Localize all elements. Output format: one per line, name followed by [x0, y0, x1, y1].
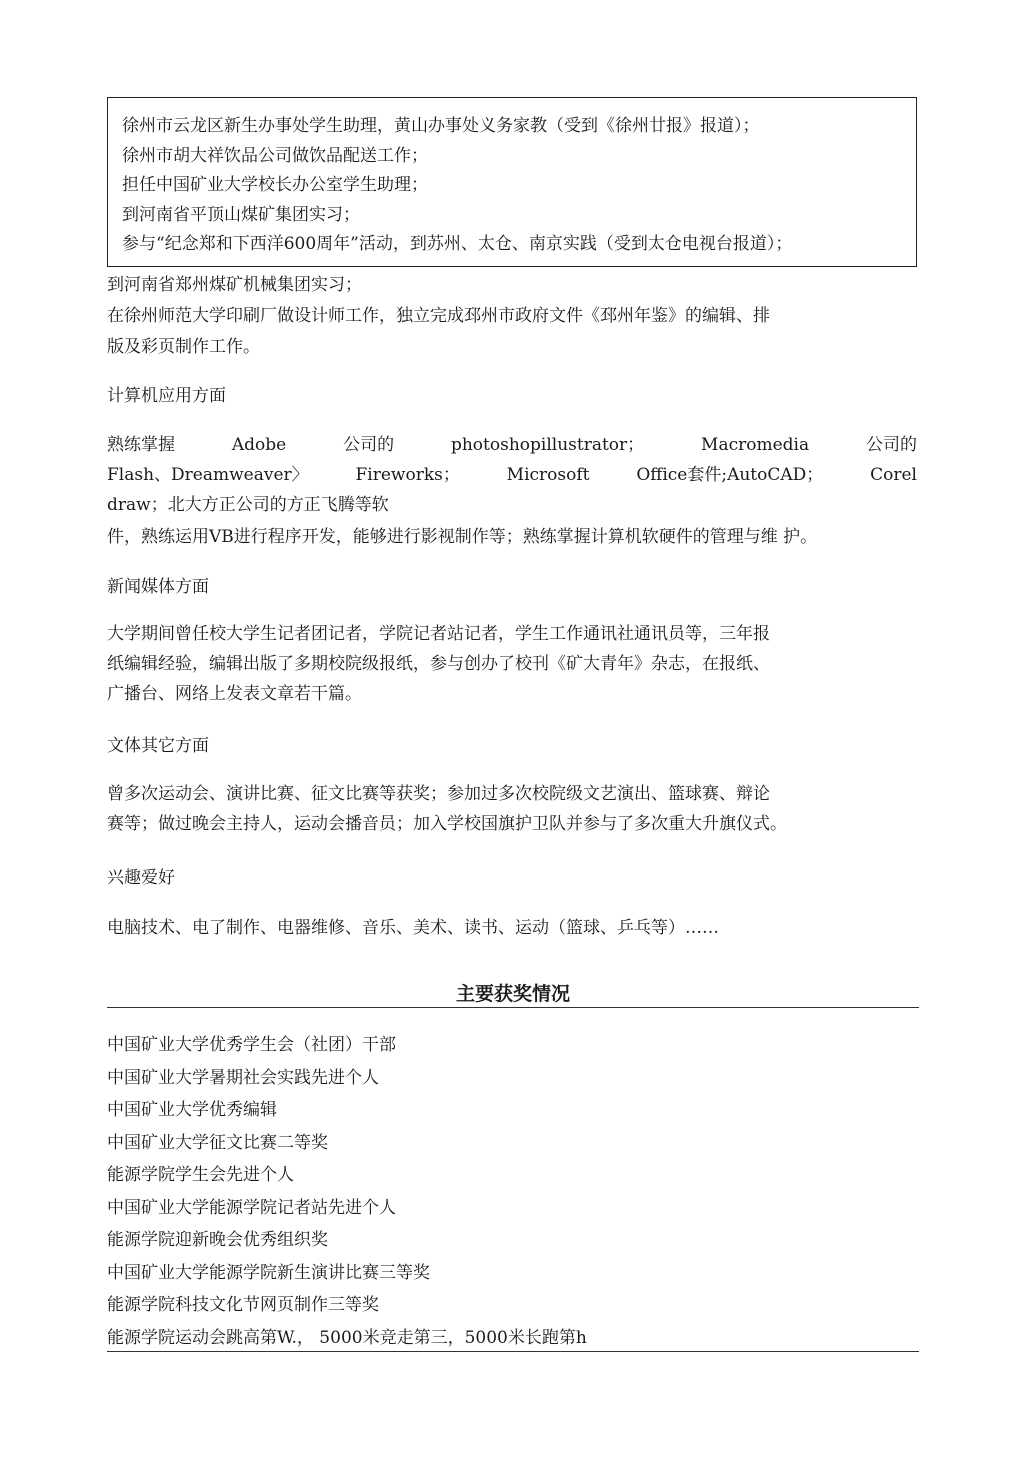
word: Corel: [870, 465, 917, 485]
award-item: 能源学院学生会先进个人: [107, 1165, 294, 1185]
award-item: 中国矿业大学暑期社会实践先进个人: [107, 1067, 379, 1088]
media-heading: 新闻媒体方面: [107, 577, 209, 597]
award-item: 能源学院科技文化节网页制作三等奖: [107, 1295, 379, 1315]
word: 公司的: [343, 435, 395, 455]
experience-line: 参与“纪念郑和下西洋600周年”活动，到苏州、太仓、南京实践（受到太仓电视台报道）；: [122, 234, 793, 254]
experience-line: 到河南省郑州煤矿机械集团实习；: [107, 275, 362, 295]
award-item: 中国矿业大学能源学院记者站先进个人: [107, 1197, 396, 1218]
media-line: 广播台、网络上发表文章若干篇。: [107, 684, 362, 704]
hobbies-line: 电脑技术、电了制作、电器维修、音乐、美术、读书、运动（篮球、乒乓等）……: [107, 918, 719, 938]
award-item: 中国矿业大学征文比赛二等奖: [107, 1132, 328, 1153]
awards-list: [107, 1029, 919, 1354]
experience-line: 版及彩页制作工作。: [107, 337, 260, 357]
word: Macromedia: [701, 435, 810, 455]
awards-title: 主要获奖情况: [455, 983, 570, 1005]
hobbies-text: [107, 913, 919, 943]
word: Microsoft: [506, 465, 590, 485]
experience-continued: [107, 270, 919, 363]
sports-text: [107, 779, 919, 839]
experience-box: [107, 97, 917, 267]
sports-line: 曾多次运动会、演讲比赛、征文比赛等获奖；参加过多次校院级文艺演出、篮球赛、辩论: [107, 784, 770, 804]
word: 熟练掌握: [107, 435, 175, 455]
computer-row-3: draw；北大方正公司的方正飞腾等软: [107, 495, 389, 515]
experience-line: 到河南省平顶山煤矿集团实习；: [122, 204, 360, 225]
hobbies-heading: 兴趣爱好: [107, 868, 175, 888]
computer-row-1: [107, 430, 917, 460]
award-item: 中国矿业大学优秀编辑: [107, 1100, 277, 1120]
experience-line: 担任中国矿业大学校长办公室学生助理；: [122, 175, 428, 195]
media-line: 大学期间曾任校大学生记者团记者，学院记者站记者，学生工作通讯社通讯员等，三年报: [107, 624, 770, 644]
award-item: 能源学院运动会跳高第W.， 5000米竞走第三，5000米长跑第h: [107, 1327, 587, 1348]
computer-skills: [107, 430, 919, 552]
word: Flash、Dreamweaver〉: [107, 465, 309, 485]
computer-heading: 计算机应用方面: [107, 386, 226, 406]
media-line: 纸编辑经验，编辑出版了多期校院级报纸，参与创办了校刊《矿大青年》杂志，在报纸、: [107, 654, 770, 674]
word: Fireworks；: [355, 465, 460, 485]
word: Office套件;AutoCAD；: [636, 465, 824, 485]
media-text: [107, 619, 919, 709]
award-item: 能源学院迎新晚会优秀组织奖: [107, 1230, 328, 1250]
awards-bottom-rule: [107, 1351, 919, 1352]
word: 公司的: [865, 435, 917, 455]
award-item: 中国矿业大学优秀学生会（社团）干部: [107, 1035, 396, 1055]
award-item: 中国矿业大学能源学院新生演讲比赛三等奖: [107, 1262, 430, 1283]
sports-line: 赛等；做过晚会主持人，运动会播音员；加入学校国旗护卫队并参与了多次重大升旗仪式。: [107, 814, 787, 834]
awards-top-rule: [107, 1007, 919, 1008]
computer-row-4: 件，熟练运用VB进行程序开发，能够进行影视制作等；熟练掌握计算机软硬件的管理与维 护。: [107, 527, 818, 547]
word: photoshopillustrator；: [450, 435, 645, 455]
experience-line: 徐州市胡大祥饮品公司做饮品配送工作；: [122, 145, 428, 166]
sports-heading: 文体其它方面: [107, 736, 209, 756]
experience-line: 徐州市云龙区新生办事处学生助理，黄山办事处义务家教（受到《徐州廿报》报道）；: [122, 116, 760, 136]
word: Adobe: [231, 435, 287, 455]
experience-line: 在徐州师范大学印刷厂做设计师工作，独立完成邳州市政府文件《邳州年鉴》的编辑、排: [107, 306, 770, 326]
computer-row-2: [107, 460, 917, 490]
